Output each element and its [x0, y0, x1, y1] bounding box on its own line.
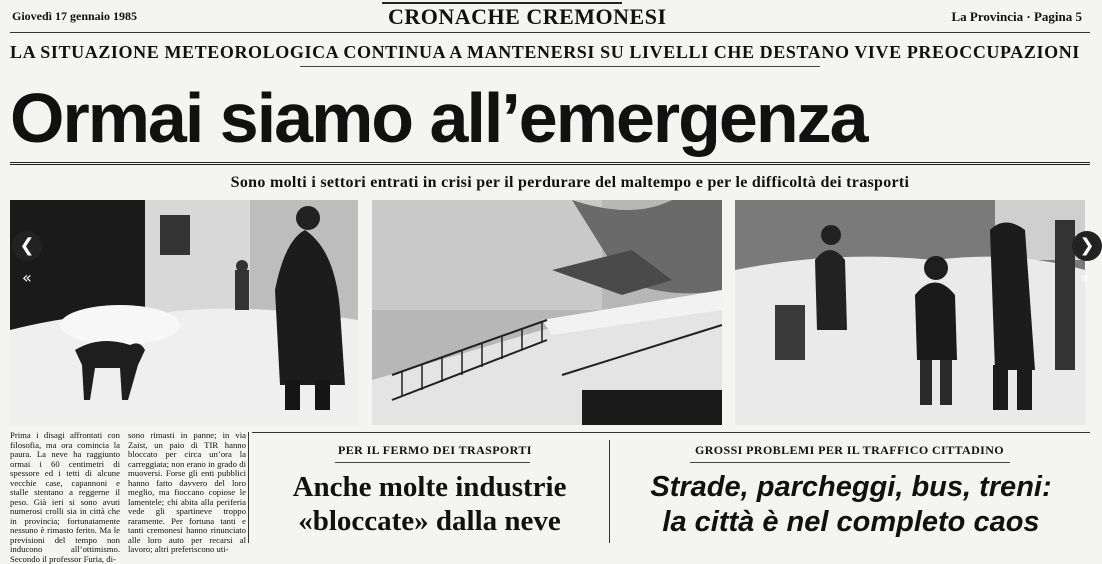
story-headline-left	[252, 470, 607, 538]
column-divider	[248, 432, 249, 543]
story-kicker-right-rule	[690, 462, 1010, 463]
headline-rule	[10, 162, 1090, 165]
kicker-underline	[300, 66, 820, 67]
story-headline-right	[612, 470, 1090, 540]
main-headline: Ormai siamo all’emergenza	[10, 79, 867, 157]
article-column-2: sono rimasti in panne; in via Zaist, un paio di TIR hanno bloccato per circa un’ora la carreggiata; non erano in grado di muoversi. Forse gli enti pubblici hanno fatto davvero del loro meglio, ma fioccano copiose le lamentele; chi abita alla periferia vede gli spartineve troppo raramente. Per fortuna tanti e tanti cremonesi hanno rinunciato alle loro auto per recarsi al lavoro; altri preferiscono uti-	[128, 430, 246, 554]
story-divider	[609, 440, 610, 543]
subheadline: Sono molti i settori entrati in crisi per il perdurare del maltempo e per le difficoltà dei trasporti	[230, 174, 910, 191]
story-kicker-left-rule	[335, 462, 530, 463]
story-kicker-left: PER IL FERMO DEI TRASPORTI	[338, 443, 532, 457]
first-page-icon[interactable]: «	[22, 268, 32, 287]
issue-date: Giovedì 17 gennaio 1985	[12, 9, 138, 23]
masthead	[10, 0, 1090, 34]
photo-snowy-stairs	[372, 200, 722, 425]
photo-man-with-dog	[10, 200, 358, 425]
last-page-icon[interactable]: »	[1080, 268, 1090, 287]
story-top-rule	[252, 432, 1090, 433]
article-column-1: Prima i disagi affrontati con filosofia, ma ora comincia la paura. La neve ha raggiunto ormai i 60 centimetri di spessore ed i tetti di alcune vecchie case, capannoni e stalle stentano a reggerne il peso. Già ieri si sono avuti numerosi crolli sia in città che in provincia; fortunatamente nessuno è rimasto ferito. Ma le previsioni del tempo non inducono all’ottimismo. Secondo il professor Furia, di-	[10, 430, 120, 564]
next-arrow-icon[interactable]: ❯	[1072, 231, 1102, 261]
story-kicker-right: GROSSI PROBLEMI PER IL TRAFFICO CITTADINO	[695, 443, 1005, 457]
story-headline-right-line2: la città è nel completo caos	[662, 506, 1040, 538]
previous-arrow-icon[interactable]: ❮	[12, 231, 42, 261]
story-headline-left-line2: «bloccate» dalla neve	[298, 505, 561, 537]
story-headline-right-line1: Strade, parcheggi, bus, treni:	[650, 471, 1052, 503]
story-headline-left-line1: Anche molte industrie	[292, 471, 567, 503]
photo-children-in-snow	[735, 200, 1085, 425]
section-title: CRONACHE CREMONESI	[388, 4, 667, 29]
masthead-bottom-rule	[10, 32, 1090, 33]
main-kicker: LA SITUAZIONE METEOROLOGICA CONTINUA A MANTENERSI SU LIVELLI CHE DESTANO VIVE PREOCCUPAZIONI	[10, 42, 1080, 62]
paper-page-label: La Provincia · Pagina 5	[951, 9, 1082, 24]
